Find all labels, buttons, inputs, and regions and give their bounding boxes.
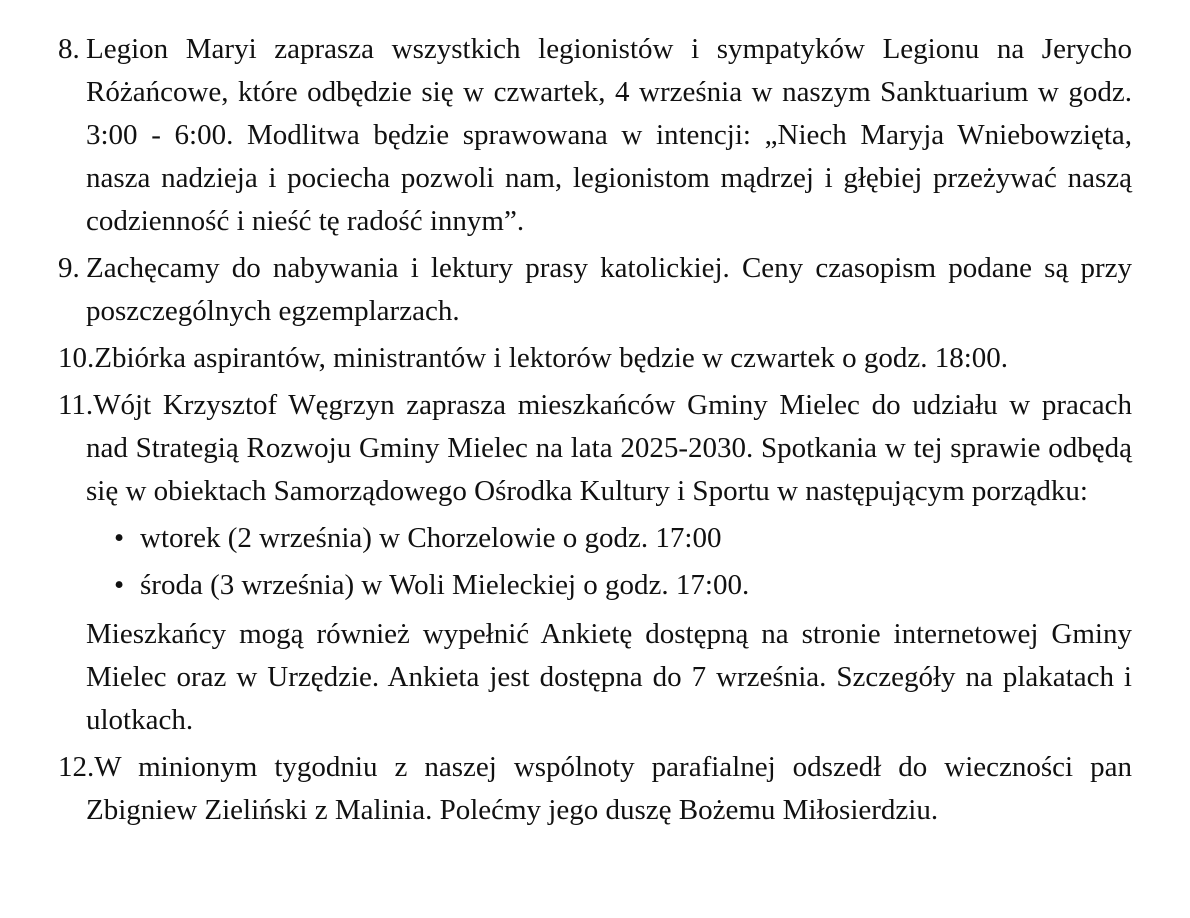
item-text-inline: Wójt Krzysztof Węgrzyn zaprasza mieszkańców Gminy Mielec do udziału w pracach nad Strategią Rozwoju Gminy Mielec na lata 2025-2030. Spotkania w tej sprawie odbędą się w obiektach Samorządowego Ośrodka Kultury i Sportu w następującym porządku:: [86, 389, 1132, 507]
item-body: [86, 28, 1132, 243]
list-item-text: wtorek (2 września) w Chorzelowie o godz. 17:00: [140, 522, 722, 554]
item-number-inline: 11.: [58, 389, 94, 421]
item-text: [58, 384, 1132, 513]
list-item: [86, 562, 1132, 609]
item-text-inline: Zbiórka aspirantów, ministrantów i lektorów będzie w czwartek o godz. 18:00.: [94, 342, 1009, 374]
item-text: [58, 337, 1132, 380]
item-number-inline: 10.: [58, 342, 95, 374]
list-item-text: środa (3 września) w Woli Mieleckiej o godz. 17:00.: [140, 569, 750, 601]
bullet-icon: •: [114, 569, 125, 601]
item-body: [86, 247, 1132, 333]
item-number-inline: 12.: [58, 751, 95, 783]
item-followup-text: Mieszkańcy mogą również wypełnić Ankietę dostępną na stronie internetowej Gminy Mielec oraz w Urzędzie. Ankieta jest dostępna do 7 września. Szczegóły na plakatach i ulotkach.: [86, 618, 1132, 736]
meeting-list: [86, 515, 1132, 609]
item-number: 9.: [58, 252, 80, 284]
item-number: 8.: [58, 33, 80, 65]
announcement-11: [58, 384, 1132, 742]
item-body: [58, 746, 1132, 832]
item-text: [58, 746, 1132, 832]
announcement-9: [58, 247, 1132, 333]
item-text: Zachęcamy do nabywania i lektury prasy katolickiej. Ceny czasopism podane są przy poszczególnych egzemplarzach.: [86, 252, 1132, 327]
item-body: [58, 337, 1132, 380]
bullet-icon: •: [114, 522, 125, 554]
list-item: [86, 515, 1132, 562]
item-body: [58, 384, 1132, 742]
item-text: Legion Maryi zaprasza wszystkich legionistów i sympatyków Legionu na Jerycho Różańcowe, które odbędzie się w czwartek, 4 września w naszym Sanktuarium w godz. 3:00 - 6:00. Modlitwa będzie sprawowana w intencji: „Niech Maryja Wniebowzięta, nasza nadzieja i pociecha pozwoli nam, legionistom mądrzej i głębiej przeżywać naszą codzienność i nieść tę radość innym”.: [86, 33, 1132, 237]
item-text-inline: W minionym tygodniu z naszej wspólnoty parafialnej odszedł do wieczności pan Zbigniew Zieliński z Malinia. Polećmy jego duszę Bożemu Miłosierdziu.: [86, 751, 1132, 826]
announcement-8: [58, 28, 1132, 243]
announcement-10: [58, 337, 1132, 380]
announcement-12: [58, 746, 1132, 832]
